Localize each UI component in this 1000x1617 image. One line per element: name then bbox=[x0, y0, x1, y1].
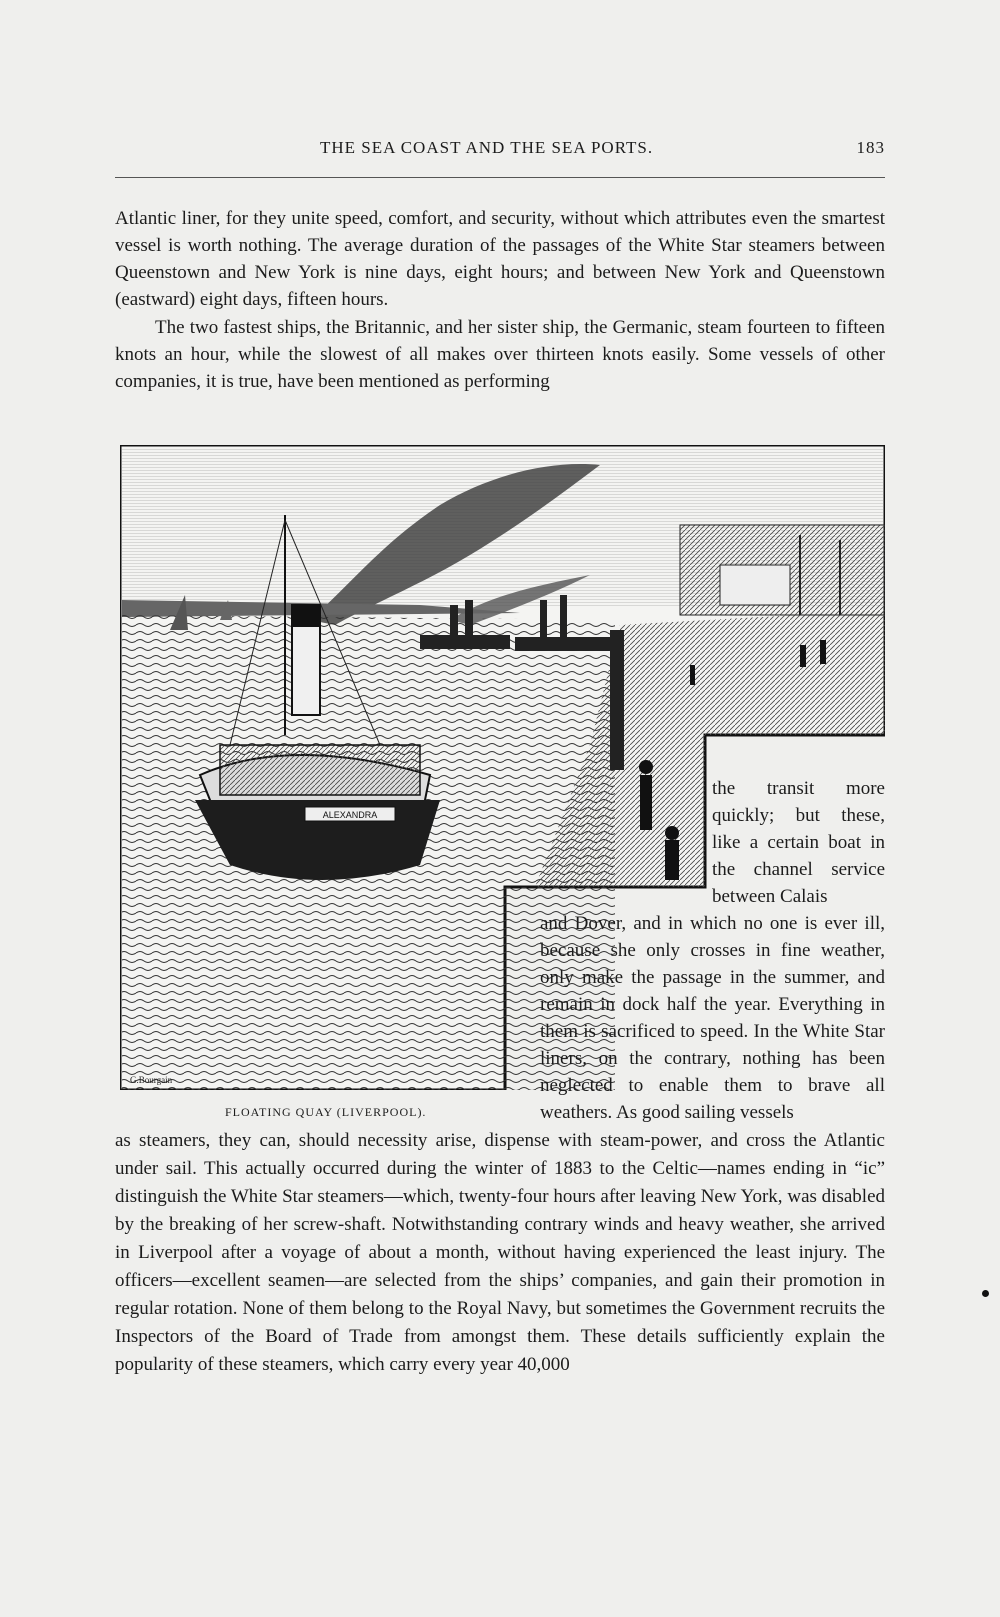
boat-name-plate: ALEXANDRA bbox=[322, 810, 378, 820]
page-number: 183 bbox=[856, 138, 885, 157]
artist-signature: G.Bourgain bbox=[130, 1075, 173, 1085]
illustration-caption: FLOATING QUAY (LIVERPOOL). bbox=[225, 1105, 427, 1119]
paragraph-2: The two fastest ships, the Britannic, and her sister ship, the Germanic, steam fourteen to fifteen knots an hour, while the slowest of all makes over thirteen knots easily. Some vessels of other companies, it is true, have been mentioned as performing bbox=[115, 317, 885, 392]
wrap-text-a: the transit more quickly; but these, like a certain boat in the channel service between Calais bbox=[712, 778, 885, 907]
header-rule bbox=[115, 177, 885, 178]
paragraph-3: as steamers, they can, should necessity arise, dispense with steam-power, and cross the Atlantic under sail. This actually occurred during the winter of 1883 to the Celtic—names ending in “ic” distinguish the White Star steamers—which, twenty-four hours after leaving New York, was disabled by the breaking of her screw-shaft. Notwithstanding contrary winds and heavy weather, she arrived in Liverpool after a voyage of about a month, without having experienced the least injury. The officers—excellent seamen—are selected from the ships’ companies, and gain their promotion in regular rotation. None of them belong to the Royal Navy, but sometimes the Government recruits the Inspectors of the Board of Trade from amongst them. These details sufficiently explain the popularity of these steamers, which carry every year 40,000 bbox=[115, 1130, 885, 1375]
paragraph-1: Atlantic liner, for they unite speed, comfort, and security, without which attributes even the smartest vessel is worth nothing. The average duration of the passages of the White Star steamers between Queenstown and New York is nine days, eight hours; and between New York and Queenstown (eastward) eight days, fifteen hours. bbox=[115, 208, 885, 310]
wrap-text-b: and Dover, and in which no one is ever ill, because she only crosses in fine weather, only make the passage in the summer, and remain in dock half the year. Everything in them is sacrificed to speed. In the White Star liners, on the contrary, nothing has been neglected to enable them to brave all weathers. As good sailing vessels bbox=[540, 913, 885, 1123]
margin-dot bbox=[982, 1290, 989, 1297]
running-title: THE SEA COAST AND THE SEA PORTS. bbox=[320, 138, 654, 157]
